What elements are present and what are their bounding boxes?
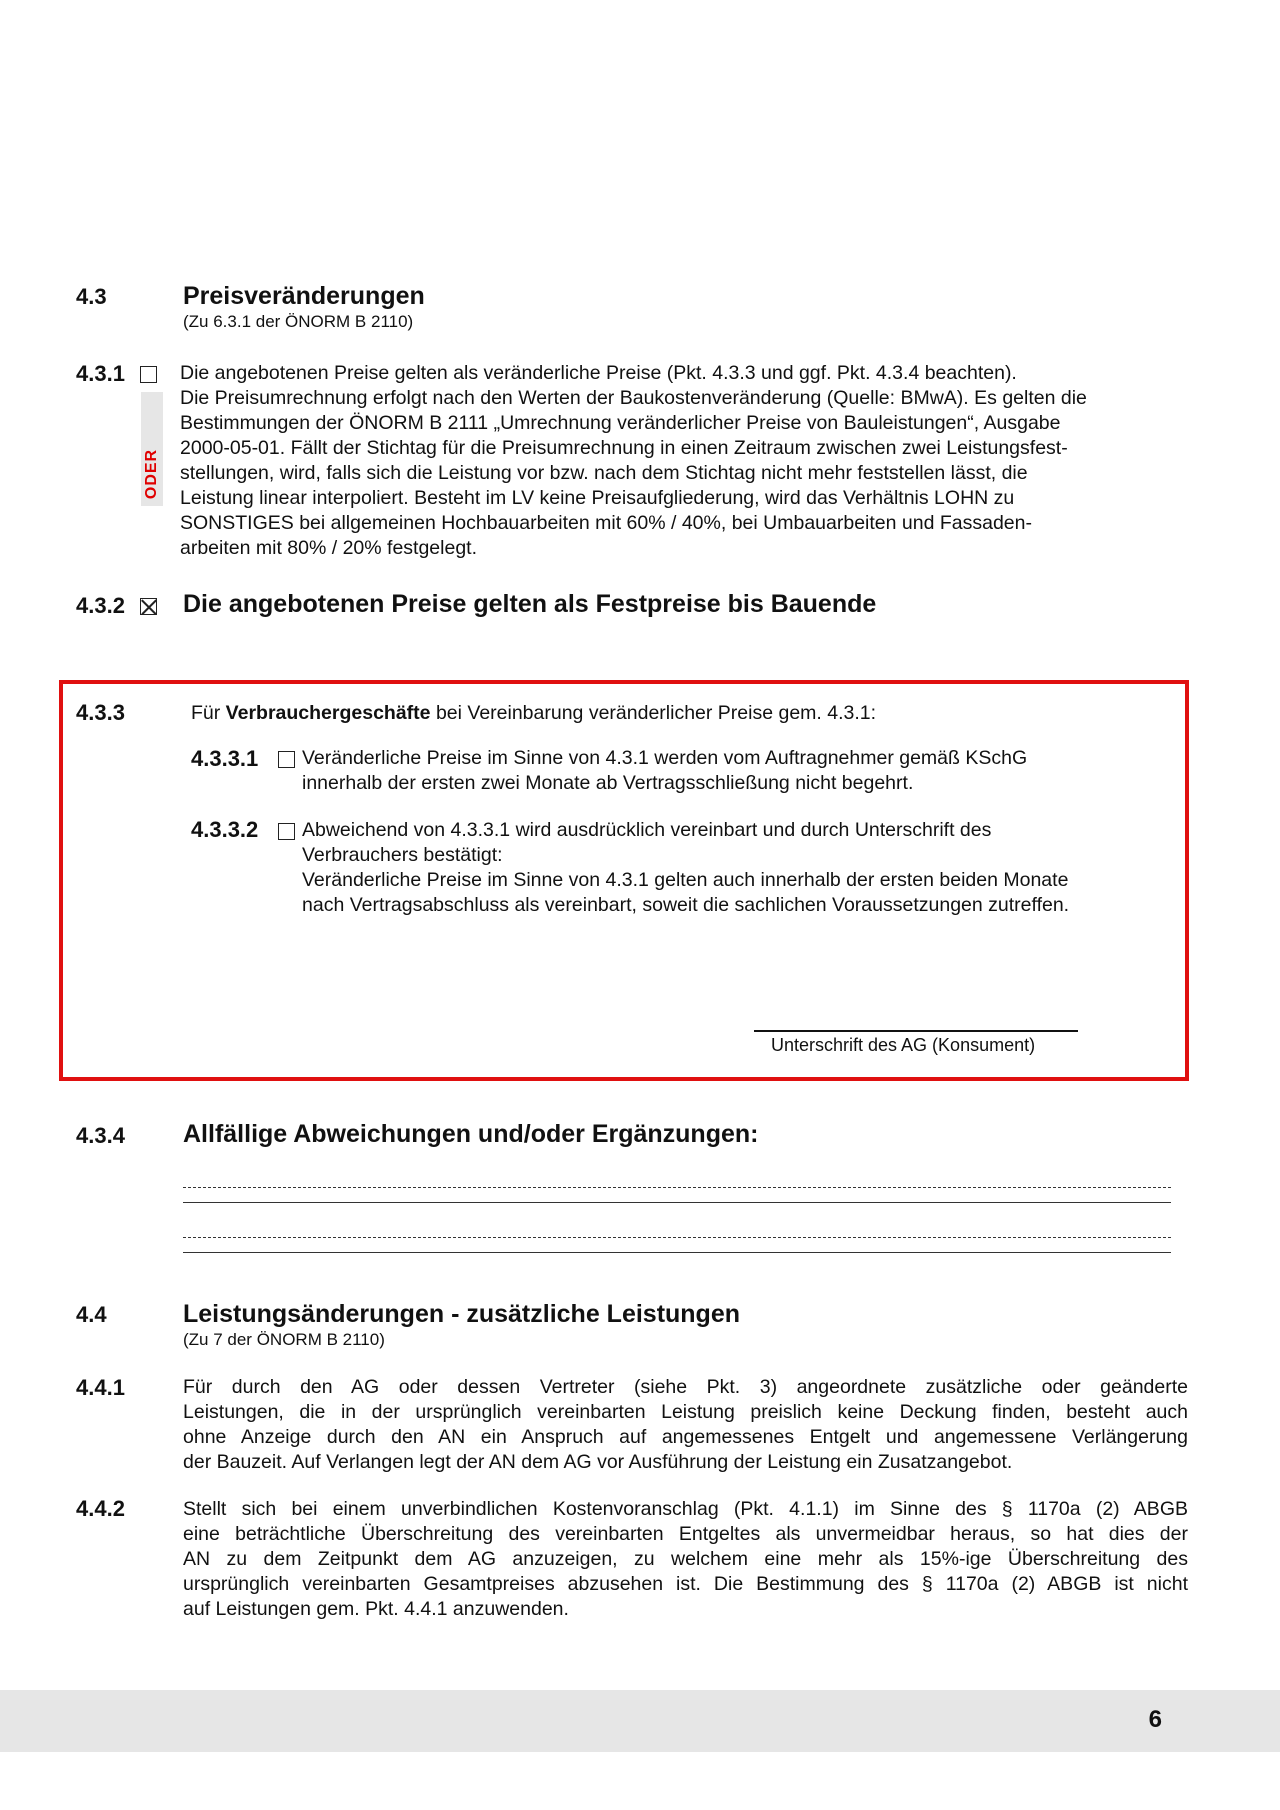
paragraph-4-4-1 [183, 1375, 1188, 1475]
paragraph-4-3-3-2 [302, 818, 1182, 918]
signature-label: Unterschrift des AG (Konsument) [771, 1035, 1036, 1055]
fill-in-underline [183, 1202, 1171, 1203]
text-line: AN zu dem Zeitpunkt dem AG anzuzeigen, zu welchem eine mehr als 15%-ige Überschreitung des [183, 1548, 1188, 1570]
paragraph-4-3-1 [180, 361, 1190, 561]
text-line: Die angebotenen Preise gelten als veränderliche Preise (Pkt. 4.3.3 und ggf. Pkt. 4.3.4 beachten). [180, 362, 1017, 384]
text-line: stellungen, wird, falls sich die Leistung vor bzw. nach dem Stichtag nicht mehr feststellen lässt, die [180, 462, 1028, 484]
checkbox-4-3-1[interactable] [140, 366, 157, 383]
text-line: auf Leistungen gem. Pkt. 4.4.1 anzuwenden. [183, 1598, 569, 1620]
section-number: 4.3.2 [76, 593, 125, 618]
text-line: Leistung linear interpoliert. Besteht im LV keine Preisaufgliederung, wird das Verhältnis LOHN zu [180, 487, 1015, 509]
text-line: arbeiten mit 80% / 20% festgelegt. [180, 537, 478, 559]
text-line: 2000-05-01. Fällt der Stichtag für die Preisumrechnung in einen Zeitraum zwischen zwei Leistungsfest- [180, 437, 1068, 459]
oder-label: ODER [143, 448, 160, 500]
text-line: innerhalb der ersten zwei Monate ab Vertragsschließung nicht begehrt. [302, 772, 914, 794]
fill-in-underline [183, 1252, 1171, 1253]
paragraph-4-4-2 [183, 1497, 1188, 1622]
fill-in-line[interactable] [183, 1237, 1171, 1238]
fill-in-line[interactable] [183, 1187, 1171, 1188]
intro-text: Für [191, 702, 226, 724]
section-heading: Allfällige Abweichungen und/oder Ergänzungen: [183, 1120, 759, 1148]
text-line: Bestimmungen der ÖNORM B 2111 „Umrechnung veränderlicher Preise von Bauleistungen“, Ausgabe [180, 412, 1061, 434]
section-number: 4.3.3.2 [191, 817, 259, 842]
checkbox-4-3-3-1[interactable] [278, 751, 295, 768]
section-reference: (Zu 7 der ÖNORM B 2110) [183, 1330, 385, 1349]
signature-line [754, 1030, 1078, 1032]
text-line: Für durch den AG oder dessen Vertreter (siehe Pkt. 3) angeordnete zusätzliche oder geänderte [183, 1376, 1188, 1398]
checkbox-4-3-3-2[interactable] [278, 823, 295, 840]
page-footer [0, 1690, 1280, 1752]
intro-bold-text: Verbrauchergeschäfte [225, 702, 431, 724]
text-line: Abweichend von 4.3.3.1 wird ausdrücklich vereinbart und durch Unterschrift des [302, 819, 992, 841]
text-line: Verbrauchers bestätigt: [302, 844, 503, 866]
section-number: 4.3.1 [76, 361, 125, 386]
text-line: der Bauzeit. Auf Verlangen legt der AN dem AG vor Ausführung der Leistung ein Zusatzangebot. [183, 1451, 1013, 1473]
text-line: Stellt sich bei einem unverbindlichen Kostenvoranschlag (Pkt. 4.1.1) im Sinne des § 1170a (2) ABGB [183, 1498, 1188, 1520]
text-line: ursprünglich vereinbarten Gesamtpreises abzusehen ist. Die Bestimmung des § 1170a (2) ABGB ist nicht [183, 1573, 1188, 1595]
section-number: 4.3.3.1 [191, 746, 259, 771]
text-line: ohne Anzeige durch den AN ein Anspruch auf angemessenes Entgelt und angemessene Verlängerung [183, 1426, 1188, 1448]
text-line: Die Preisumrechnung erfolgt nach den Werten der Baukostenveränderung (Quelle: BMwA). Es gelten die [180, 387, 1087, 409]
text-line: SONSTIGES bei allgemeinen Hochbauarbeiten mit 60% / 40%, bei Umbauarbeiten und Fassaden- [180, 512, 1032, 534]
paragraph-4-3-3-1 [302, 746, 1182, 796]
intro-text: bei Vereinbarung veränderlicher Preise gem. 4.3.1: [430, 702, 877, 724]
checkbox-4-3-2[interactable] [140, 598, 157, 615]
consumer-intro [191, 701, 876, 726]
section-heading: Preisveränderungen [183, 282, 425, 310]
text-line: eine beträchtliche Überschreitung des vereinbarten Entgeltes als unvermeidbar heraus, so hat dies der [183, 1523, 1188, 1545]
text-line: Veränderliche Preise im Sinne von 4.3.1 werden vom Auftragnehmer gemäß KSchG [302, 747, 1028, 769]
page-number: 6 [1148, 1706, 1162, 1733]
section-number: 4.3.4 [76, 1123, 125, 1148]
text-line: Leistungen, die in der ursprünglich vereinbarten Leistung preislich keine Deckung finden, besteht auch [183, 1401, 1188, 1423]
text-line: Veränderliche Preise im Sinne von 4.3.1 gelten auch innerhalb der ersten beiden Monate [302, 869, 1069, 891]
section-reference: (Zu 6.3.1 der ÖNORM B 2110) [183, 312, 414, 331]
section-number: 4.3.3 [76, 700, 125, 725]
section-number: 4.4.1 [76, 1375, 125, 1400]
section-heading: Leistungsänderungen - zusätzliche Leistungen [183, 1300, 741, 1328]
section-number: 4.4.2 [76, 1496, 125, 1521]
section-heading: Die angebotenen Preise gelten als Festpreise bis Bauende [183, 590, 877, 618]
section-number: 4.3 [76, 284, 107, 309]
section-number: 4.4 [76, 1302, 107, 1327]
text-line: nach Vertragsabschluss als vereinbart, soweit die sachlichen Voraussetzungen zutreffen. [302, 894, 1070, 916]
